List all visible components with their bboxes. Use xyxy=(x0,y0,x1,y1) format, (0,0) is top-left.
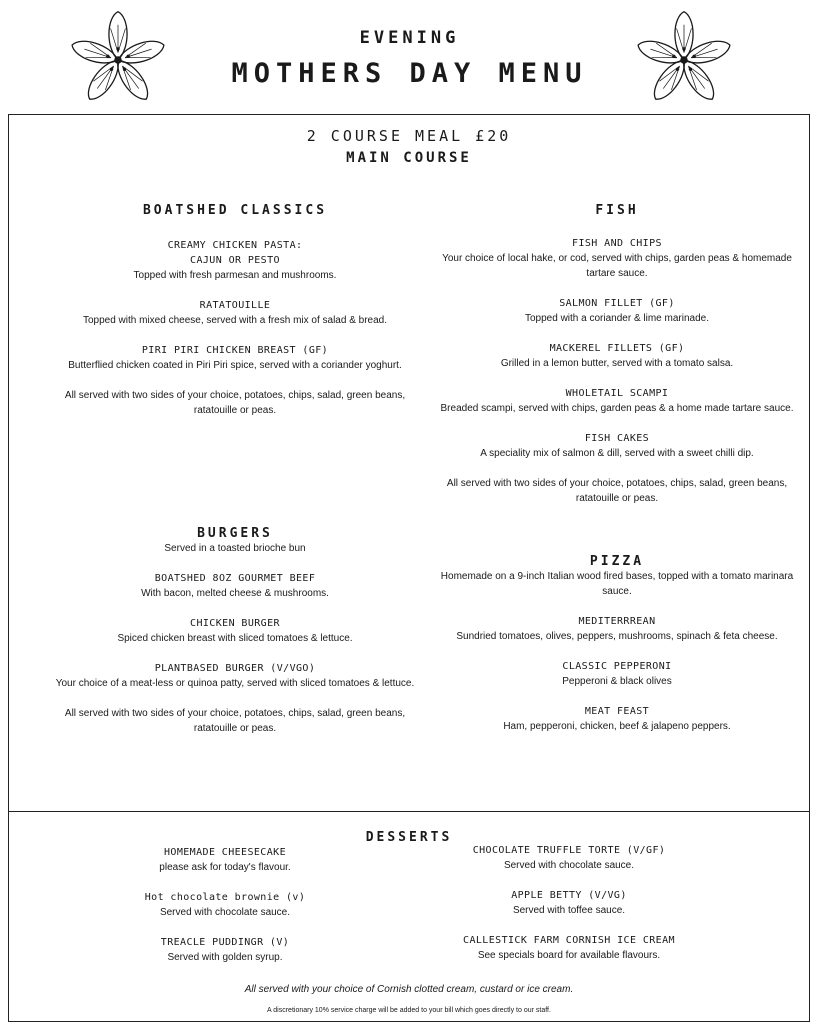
item-description: Served with chocolate sauce. xyxy=(159,907,291,918)
menu-header xyxy=(0,0,819,112)
item-name: CREAMY CHICKEN PASTA: xyxy=(167,240,303,251)
item-description: Grilled in a lemon butter, served with a tomato salsa. xyxy=(500,358,734,369)
section-heading: BOATSHED CLASSICS xyxy=(142,203,328,218)
item-name: MACKEREL FILLETS (GF) xyxy=(549,343,685,354)
item-description: Topped with fresh parmesan and mushrooms. xyxy=(133,270,337,281)
item-name: CAJUN OR PESTO xyxy=(190,255,280,266)
desserts-right xyxy=(379,843,759,963)
desserts-left xyxy=(9,845,441,965)
sides-note: ratatouille or peas. xyxy=(193,723,277,734)
service-charge-note: A discretionary 10% service charge will be added to your bill which goes directly to our staff. xyxy=(267,1007,551,1014)
section-heading: PIZZA xyxy=(589,554,645,569)
item-description: Served with golden syrup. xyxy=(167,952,283,963)
item-name: MEAT FEAST xyxy=(584,706,650,717)
item-name: Hot chocolate brownie (v) xyxy=(144,892,306,903)
price-line: 2 COURSE MEAL £20 xyxy=(306,127,512,145)
item-name: MEDITERRREAN xyxy=(578,616,656,627)
section-heading: BURGERS xyxy=(197,526,273,541)
fish-section xyxy=(421,203,813,506)
section-heading: DESSERTS xyxy=(365,830,453,845)
item-name: PIRI PIRI CHICKEN BREAST (GF) xyxy=(141,345,329,356)
item-description: Your choice of a meat-less or quinoa patty, served with sliced tomatoes & lettuce. xyxy=(55,678,415,689)
boatshed-section xyxy=(39,203,431,418)
section-subtitle: Served in a toasted brioche bun xyxy=(164,543,306,554)
item-description: With bacon, melted cheese & mushrooms. xyxy=(141,588,329,599)
item-description: tartare sauce. xyxy=(586,268,648,279)
pizza-section xyxy=(421,554,813,734)
item-name: CHOCOLATE TRUFFLE TORTE (V/GF) xyxy=(472,845,666,856)
item-name: TREACLE PUDDINGR (V) xyxy=(160,937,290,948)
item-description: Topped with a coriander & lime marinade. xyxy=(525,313,709,324)
sides-note: ratatouille or peas. xyxy=(193,405,277,416)
item-description: See specials board for available flavours. xyxy=(477,950,661,961)
menu-eyebrow: EVENING xyxy=(359,28,460,48)
item-name: HOMEMADE CHEESECAKE xyxy=(164,847,286,858)
item-description: Sundried tomatoes, olives, peppers, mushrooms, spinach & feta cheese. xyxy=(456,631,778,642)
item-description: Breaded scampi, served with chips, garden peas & a home made tartare sauce. xyxy=(440,403,794,414)
item-description: Served with toffee sauce. xyxy=(512,905,626,916)
item-description: A speciality mix of salmon & dill, served with a sweet chilli dip. xyxy=(480,448,754,459)
item-name: SALMON FILLET (GF) xyxy=(559,298,675,309)
menu-title: MOTHERS DAY MENU xyxy=(231,58,588,89)
section-subtitle: sauce. xyxy=(602,586,632,597)
burgers-section xyxy=(39,526,431,736)
item-name: WHOLETAIL SCAMPI xyxy=(565,388,669,399)
dessert-footer-note: All served with your choice of Cornish clotted cream, custard or ice cream. xyxy=(244,984,574,995)
item-description: Butterflied chicken coated in Piri Piri spice, served with a coriander yoghurt. xyxy=(68,360,402,371)
item-name: FISH CAKES xyxy=(584,433,650,444)
sides-note: All served with two sides of your choice, potatoes, chips, salad, green beans, xyxy=(64,390,406,401)
sides-note: All served with two sides of your choice, potatoes, chips, salad, green beans, xyxy=(446,478,788,489)
desserts-box xyxy=(8,811,810,1022)
sides-note: ratatouille or peas. xyxy=(575,493,659,504)
main-course-box xyxy=(8,114,810,812)
course-title: MAIN COURSE xyxy=(346,150,472,166)
item-description: Served with chocolate sauce. xyxy=(503,860,635,871)
item-name: CLASSIC PEPPERONI xyxy=(562,661,672,672)
item-name: FISH AND CHIPS xyxy=(572,238,662,249)
flower-icon xyxy=(628,8,740,112)
section-heading: FISH xyxy=(595,203,639,218)
item-description: Your choice of local hake, or cod, served with chips, garden peas & homemade xyxy=(442,253,792,264)
item-description: Spiced chicken breast with sliced tomatoes & lettuce. xyxy=(117,633,353,644)
item-name: CHICKEN BURGER xyxy=(190,618,280,629)
item-name: APPLE BETTY (V/VG) xyxy=(511,890,627,901)
item-description: Topped with mixed cheese, served with a fresh mix of salad & bread. xyxy=(82,315,388,326)
item-description: Pepperoni & black olives xyxy=(562,676,672,687)
item-description: Ham, pepperoni, chicken, beef & jalapeno peppers. xyxy=(503,721,731,732)
item-name: RATATOUILLE xyxy=(199,300,271,311)
item-name: PLANTBASED BURGER (V/VGO) xyxy=(154,663,316,674)
item-description: please ask for today's flavour. xyxy=(159,862,291,873)
sides-note: All served with two sides of your choice, potatoes, chips, salad, green beans, xyxy=(64,708,406,719)
item-name: BOATSHED 8OZ GOURMET BEEF xyxy=(154,573,316,584)
section-subtitle: Homemade on a 9-inch Italian wood fired bases, topped with a tomato marinara xyxy=(440,571,794,582)
item-name: CALLESTICK FARM CORNISH ICE CREAM xyxy=(463,935,675,946)
